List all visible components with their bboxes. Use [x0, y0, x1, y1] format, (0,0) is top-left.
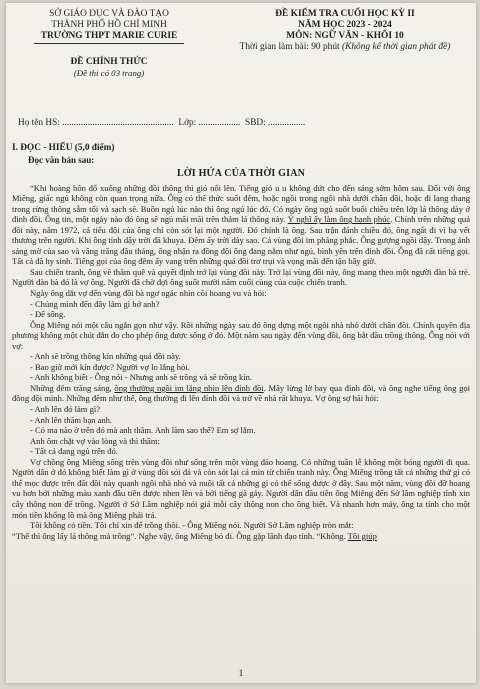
- header-underline: [34, 43, 184, 45]
- subject: MÔN: NGỮ VĂN - KHỐI 10: [286, 31, 404, 41]
- header-right: [216, 9, 474, 53]
- time-limit: [216, 42, 474, 53]
- dialogue-2: - Để sống.: [30, 309, 66, 320]
- paragraph-5: [12, 383, 470, 404]
- page-number: 1: [238, 669, 244, 679]
- paragraph-3: Ngày ông dắt vợ đến vùng đồi bà ngơ ngác nhìn cõi hoang vu và hỏi:: [30, 288, 267, 299]
- paragraph-2: Sau chiến tranh, ông về thăm quê và quyết định trở lại vùng đồi này. Trở lại vùng đồi này, ông mang theo một người đàn bà trẻ. Người đàn bà đó là vợ ông. Người đã chờ đợi ông suốt mười năm cuối cùng của cuộc chiến tranh.: [12, 266, 470, 288]
- school-year: NĂM HỌC 2023 - 2024: [298, 20, 392, 30]
- paragraph-9-a: “Thế thì ông lấy lá thông mà trồng”. Nghe vậy, ông Miêng bỏ đi. Ông gặp lãnh đạo tỉnh. “Không.: [12, 530, 348, 541]
- underlined-phrase-1: Ý nghĩ ấy làm ông hạnh phúc: [287, 214, 391, 225]
- document-header: [6, 9, 476, 121]
- paragraph-1-c: . Chính trên những quả đồi này, năm 1972, cả tiểu đội của ông chỉ còn sót lại một người. Đó chính là ông. Sau trận đánh chiều đó, ông ngất đi vì bạ vết thương trên người. Khi ông tỉnh dậy trời đã khuya. Đêm ấy trời dày sao. Cả vùng đồi im phăng phắc. Ông gượng ngồi dậy. Trong ánh sáng mờ của sao và vầng trăng đầu tháng, ông nhận ra đồng đội ông đang nằm như ngủ, bình yên trên đỉnh đồi. Ông đã cất tiếng gọi. Tất cả đã hy sinh. Tiếng gọi của ông đêm ấy vang trên những quả đồi trơ trụi và vọng mãi đến tận bây giờ.: [12, 214, 470, 267]
- dialogue-1: - Chúng mình đến đây làm gì hở anh?: [30, 298, 160, 309]
- city-name: THÀNH PHỐ HỒ CHÍ MINH: [51, 20, 167, 30]
- read-instruction: Đọc văn bản sau:: [28, 155, 95, 165]
- student-class-field: Lớp: ..................: [178, 118, 241, 128]
- student-name-field: Họ tên HS: ................................................: [18, 118, 174, 128]
- underlined-phrase-3: Tôi giúp: [347, 530, 377, 541]
- page-count-note: (Đề thi có 03 trang): [73, 68, 145, 78]
- paragraph-5-a: Những đêm trăng sáng,: [30, 382, 115, 393]
- time-label: Thời gian làm bài: 90 phút: [239, 42, 342, 52]
- section-title: I. ĐỌC - HIỂU (5,0 điểm): [12, 143, 115, 153]
- student-info-line: [18, 117, 468, 129]
- exam-page: [6, 3, 476, 683]
- paragraph-8: Tôi không có tiền. Tôi chỉ xin để trồng thôi. - Ông Miêng nói. Người Sở Lâm nghiệp tròn mắt:: [30, 520, 354, 531]
- story-title: LỜI HỨA CỦA THỜI GIAN: [176, 168, 306, 179]
- reading-section: [12, 138, 470, 541]
- department-name: SỞ GIÁO DỤC VÀ ĐÀO TẠO: [49, 9, 169, 19]
- paragraph-4: Ông Miêng nói một câu ngắn gọn như vậy. Rồi những ngày sau đó ông dựng một ngôi nhà nhỏ dưới chân đồi. Chính quyền địa phương không một chút đắn đo cho phép ông được sống ở đó. Một năm sau ngày đến vùng đồi, ông bắt đầu trồng thông. Ông nói với vợ:: [12, 319, 470, 351]
- dialogue-4: - Bao giờ mới kín được? Người vợ lo lắng hỏi.: [30, 361, 190, 372]
- paragraph-7: Vợ chồng ông Miêng sống trên vùng đồi như sống trên một vùng đảo hoang. Có những tuần lễ không một bóng người đi qua. Người dân ở đó không biết làm gì ở vùng đồi sỏi đá và còn sót lại cả mìn từ chiến tranh này. Ông Miêng trồng tất cả những thứ gì có thể mọc được trên đất đồi này quanh ngôi nhà nhỏ và nuôi tất cả những gì có thể sống được ở đây. Sau một năm, vùng đồi đỡ hoang vu hơn bởi những màu xanh đầu tiên được nhen lên và bởi tiếng gà gáy. Người dân đầu tiên ông Miêng đến Sở lâm nghiệp tỉnh xin cây thông non để trồng. Người ở Sở Lâm nghiệp nói giá mỗi cây thông non cho ông biết. Và nhanh hơn máy, ông ta tính cho một món tiền khổng lồ mà ông Miêng phải trả.: [12, 456, 470, 520]
- paragraph-6: Anh ôm chặt vợ vào lòng và thì thầm:: [30, 435, 160, 446]
- paragraph-1: [12, 183, 470, 267]
- dialogue-5: - Anh không biết - Ông nói - Nhưng anh sẽ trồng và sẽ trồng kín.: [30, 372, 253, 383]
- official-label: ĐỀ CHÍNH THỨC: [70, 57, 148, 67]
- dialogue-6: - Anh lên đó làm gì?: [30, 404, 101, 415]
- dialogue-7: - Anh lên thăm bạn anh.: [30, 414, 113, 425]
- exam-title: ĐỀ KIỂM TRA CUỐI HỌC KỲ II: [275, 9, 415, 19]
- dialogue-9: - Tất cả đang ngủ trên đó.: [30, 446, 118, 457]
- school-name: TRƯỜNG THPT MARIE CURIE: [40, 31, 178, 41]
- dialogue-8: - Có ma nào ở trên đó mà anh thăm. Anh làm sao thế? Em sợ lắm.: [30, 425, 256, 436]
- paragraph-9: [12, 531, 470, 542]
- underlined-phrase-2: ông thường ngồi im lặng nhìn lên đỉnh đồi: [114, 382, 264, 393]
- dialogue-3: - Anh sẽ trồng thông kín những quả đồi này.: [30, 351, 181, 362]
- header-left: [14, 9, 204, 78]
- paragraph-1-a: “Khi hoàng hôn đổ xuống những đồi thông thì gió nổi lên. Tiếng gió u u không dứt cho đến sáng sớm hôm sau. Đối với ông Miêng, giấc ngủ không còn quan trọng nữa. Ông có thể thức suốt đêm, hoặc ngồi trong ngôi nhà dưới chân đồi, hoặc đi lang thang trong rừng thông sẫm tối và sạch sẽ. Buồn ngủ lúc nào thì ông ngủ lúc đó. Có ngày ông ngủ suốt buổi chiều trên lớp lá thông dày ở đỉnh đồi. Ông tin, một ngày nào đó ông sẽ ngủ mãi mãi trên thảm lá thông này.: [12, 182, 470, 225]
- time-note: (Không kể thời gian phát đề): [341, 42, 451, 52]
- student-sbd-field: SBD: ................: [245, 118, 306, 128]
- paragraph-5-c: . Mây lừng lờ bay qua đỉnh đồi, và ông nghe tiếng ông gọi đồng đội mình. Những đêm như thế, ông thường đi lên đỉnh đồi và trở về nhà rất khuya. Vợ ông sợ hãi hỏi:: [12, 382, 470, 404]
